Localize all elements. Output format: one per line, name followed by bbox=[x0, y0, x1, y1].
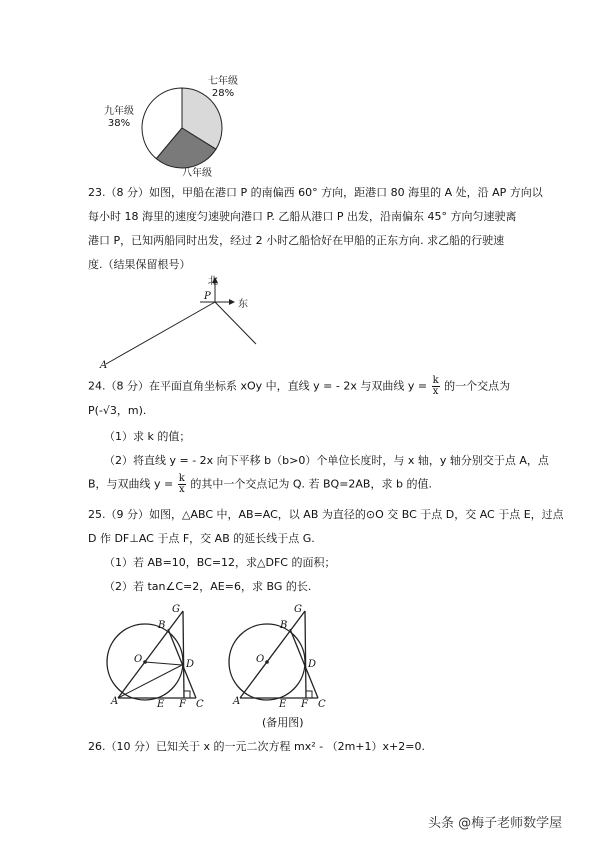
grade9-pct: 38% bbox=[107, 118, 131, 129]
point-o-backup bbox=[265, 660, 269, 664]
seg-gf-backup bbox=[305, 611, 306, 698]
fig2-label-e: E bbox=[279, 699, 287, 710]
q23-line2: 每小时 18 海里的速度匀速驶向港口 P. 乙船从港口 P 出发，沿南偏东 45° 方向匀速驶离 bbox=[88, 210, 517, 223]
fig1-label-c: C bbox=[196, 699, 204, 710]
frac2-numerator: k bbox=[178, 473, 185, 484]
fig2-label-a: A bbox=[233, 696, 241, 707]
q24-sub2b-b: 的其中一个交点记为 Q. 若 BQ=2AB，求 b 的值. bbox=[190, 477, 432, 491]
label-north: 北 bbox=[208, 276, 218, 287]
pie-label-grade9 bbox=[104, 106, 134, 130]
seg-gf bbox=[183, 611, 184, 698]
fig2-label-b: B bbox=[280, 620, 288, 631]
right-angle-mark-backup bbox=[306, 691, 312, 698]
fig1-label-d: D bbox=[186, 659, 195, 670]
q24-sub2: （2）将直线 y = - 2x 向下平移 b（b>0）个单位长度时，与 x 轴，y 轴分别交于点 A，点 bbox=[104, 454, 549, 467]
seg-od bbox=[145, 662, 182, 665]
fig2-label-f: F bbox=[301, 699, 308, 710]
watermark: 头条 @梅子老师数学屋 bbox=[428, 816, 563, 831]
frac-denominator: x bbox=[432, 386, 439, 397]
q24-fraction bbox=[432, 376, 440, 397]
q23-line1: 23.（8 分）如图，甲船在港口 P 的南偏西 60° 方向，距港口 80 海里的 A 处，沿 AP 方向以 bbox=[88, 186, 543, 199]
q24-line1-a: 24.（8 分）在平面直角坐标系 xOy 中，直线 y = - 2x 与双曲线 y = bbox=[88, 379, 428, 393]
fig1-label-f: F bbox=[179, 699, 186, 710]
q25-line2: D 作 DF⊥AC 于点 F，交 AB 的延长线于点 G. bbox=[88, 532, 315, 545]
q24-line2: P(-√3，m). bbox=[88, 404, 147, 417]
q26-line1: 26.（10 分）已知关于 x 的一元二次方程 mx² - （2m+1）x+2=0. bbox=[88, 740, 425, 753]
q24-line1 bbox=[88, 376, 510, 397]
frac2-denominator: x bbox=[178, 484, 185, 495]
line-ap bbox=[106, 302, 215, 364]
fig2-label-o: O bbox=[256, 654, 265, 665]
q25-sub2: （2）若 tan∠C=2，AE=6，求 BG 的长. bbox=[104, 580, 312, 593]
fig1-label-a: A bbox=[111, 696, 119, 707]
grade9-name: 九年级 bbox=[104, 106, 134, 117]
line-p-southeast bbox=[215, 302, 256, 344]
q24-sub1: （1）求 k 的值； bbox=[104, 430, 191, 443]
fig1-label-g: G bbox=[172, 604, 180, 615]
fig2-label-g: G bbox=[294, 604, 302, 615]
seg-ad bbox=[118, 665, 182, 698]
q25-sub1: （1）若 AB=10，BC=12，求△DFC 的面积； bbox=[104, 556, 336, 569]
pie-label-grade8 bbox=[182, 168, 212, 180]
fig2-label-c: C bbox=[318, 699, 326, 710]
q24-sub2b-a: B，与双曲线 y = bbox=[88, 477, 174, 491]
q24-line1-b: 的一个交点为 bbox=[444, 379, 511, 393]
point-o bbox=[143, 660, 147, 664]
label-p: P bbox=[204, 291, 211, 302]
frac-numerator: k bbox=[432, 375, 439, 386]
right-angle-mark bbox=[184, 691, 190, 698]
label-east: 东 bbox=[238, 299, 248, 310]
fig1-label-o: O bbox=[134, 654, 143, 665]
q24-sub2b bbox=[88, 474, 432, 495]
grade7-pct: 28% bbox=[211, 88, 235, 99]
fig1-label-b: B bbox=[158, 620, 166, 631]
q23-figure bbox=[96, 272, 276, 372]
pie-label-grade7 bbox=[208, 76, 238, 100]
fig1-label-e: E bbox=[157, 699, 165, 710]
q23-line4: 度.（结果保留根号） bbox=[88, 258, 191, 271]
q24-fraction2 bbox=[178, 474, 186, 495]
grade7-name: 七年级 bbox=[208, 76, 238, 87]
label-a: A bbox=[100, 360, 108, 371]
grade8-name: 八年级 bbox=[182, 168, 212, 179]
backup-caption: (备用图) bbox=[262, 716, 304, 729]
east-arrow-icon bbox=[229, 299, 235, 305]
q25-line1: 25.（9 分）如图，△ABC 中，AB=AC，以 AB 为直径的⊙O 交 BC 于点 D，交 AC 于点 E，过点 bbox=[88, 508, 564, 521]
q23-line3: 港口 P，已知两船同时出发，经过 2 小时乙船恰好在甲船的正东方向. 求乙船的行驶速 bbox=[88, 234, 505, 247]
fig2-label-d: D bbox=[308, 659, 317, 670]
